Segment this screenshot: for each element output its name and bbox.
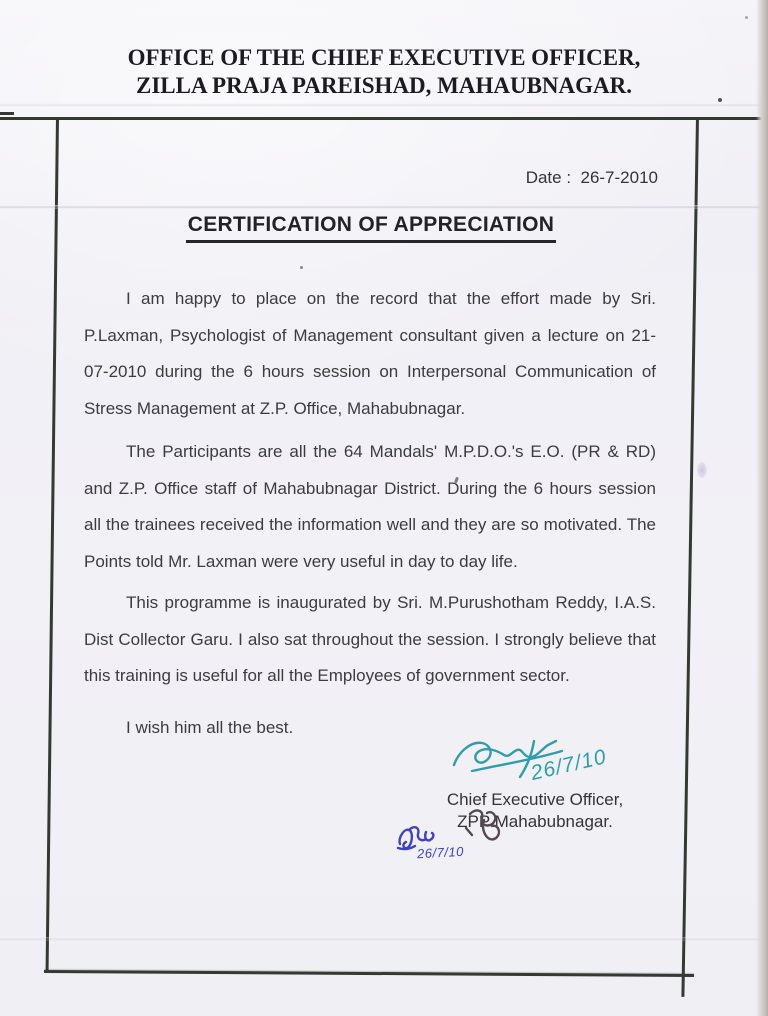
date-line: Date : 26-7-2010 xyxy=(525,168,658,187)
letterhead xyxy=(0,44,768,100)
signature-date-teal: 26/7/10 xyxy=(528,745,609,786)
paper-crease xyxy=(0,103,768,107)
closing-line: I wish him all the best. xyxy=(126,718,294,737)
designation-line2: ZPP Mahabubnagar. xyxy=(457,812,613,831)
scan-speck xyxy=(300,266,303,269)
scan-smudge xyxy=(697,462,707,478)
letterhead-line2: ZILLA PRAJA PAREISHAD, MAHAUBNAGAR. xyxy=(135,73,633,98)
top-rule xyxy=(0,117,768,120)
top-rule-stub xyxy=(0,112,14,115)
paragraph-2: The Participants are all the 64 Mandals' M.P.D.O.'s E.O. (PR & RD) and Z.P. Office staff of Mahabubnagar District. During the 6 hours session all the trainees received the information well and they are so motivated. The Points told Mr. Laxman were very useful in day to day life. xyxy=(84,442,656,571)
designation-line1: Chief Executive Officer, xyxy=(446,790,624,809)
paper-crease xyxy=(0,205,768,209)
paragraph-1: I am happy to place on the record that the effort made by Sri. P.Laxman, Psychologist of Management consultant given a lecture on 21-07-2010 during the 6 hours session on Interpersonal Communication of Stress Management at Z.P. Office, Mahabubnagar. xyxy=(84,289,656,418)
scan-speck xyxy=(745,16,748,19)
certificate-title: CERTIFICATION OF APPRECIATION xyxy=(84,213,658,243)
bottom-rule xyxy=(44,970,694,977)
paper-crease xyxy=(0,937,768,941)
secondary-signature-ink xyxy=(460,804,510,848)
right-rule xyxy=(681,117,699,997)
paragraph-3: This programme is inaugurated by Sri. M.Purushotham Reddy, I.A.S. Dist Collector Garu. I also sat throughout the session. I strongly believe that this training is useful for all the Employees of government sector. xyxy=(84,593,656,685)
letterhead-line1: OFFICE OF THE CHIEF EXECUTIVE OFFICER, xyxy=(127,45,641,70)
scan-speck xyxy=(718,98,722,102)
left-rule xyxy=(46,117,59,973)
initials-date-blue: 26/7/10 xyxy=(416,843,465,862)
scan-edge-shadow xyxy=(756,0,768,1016)
